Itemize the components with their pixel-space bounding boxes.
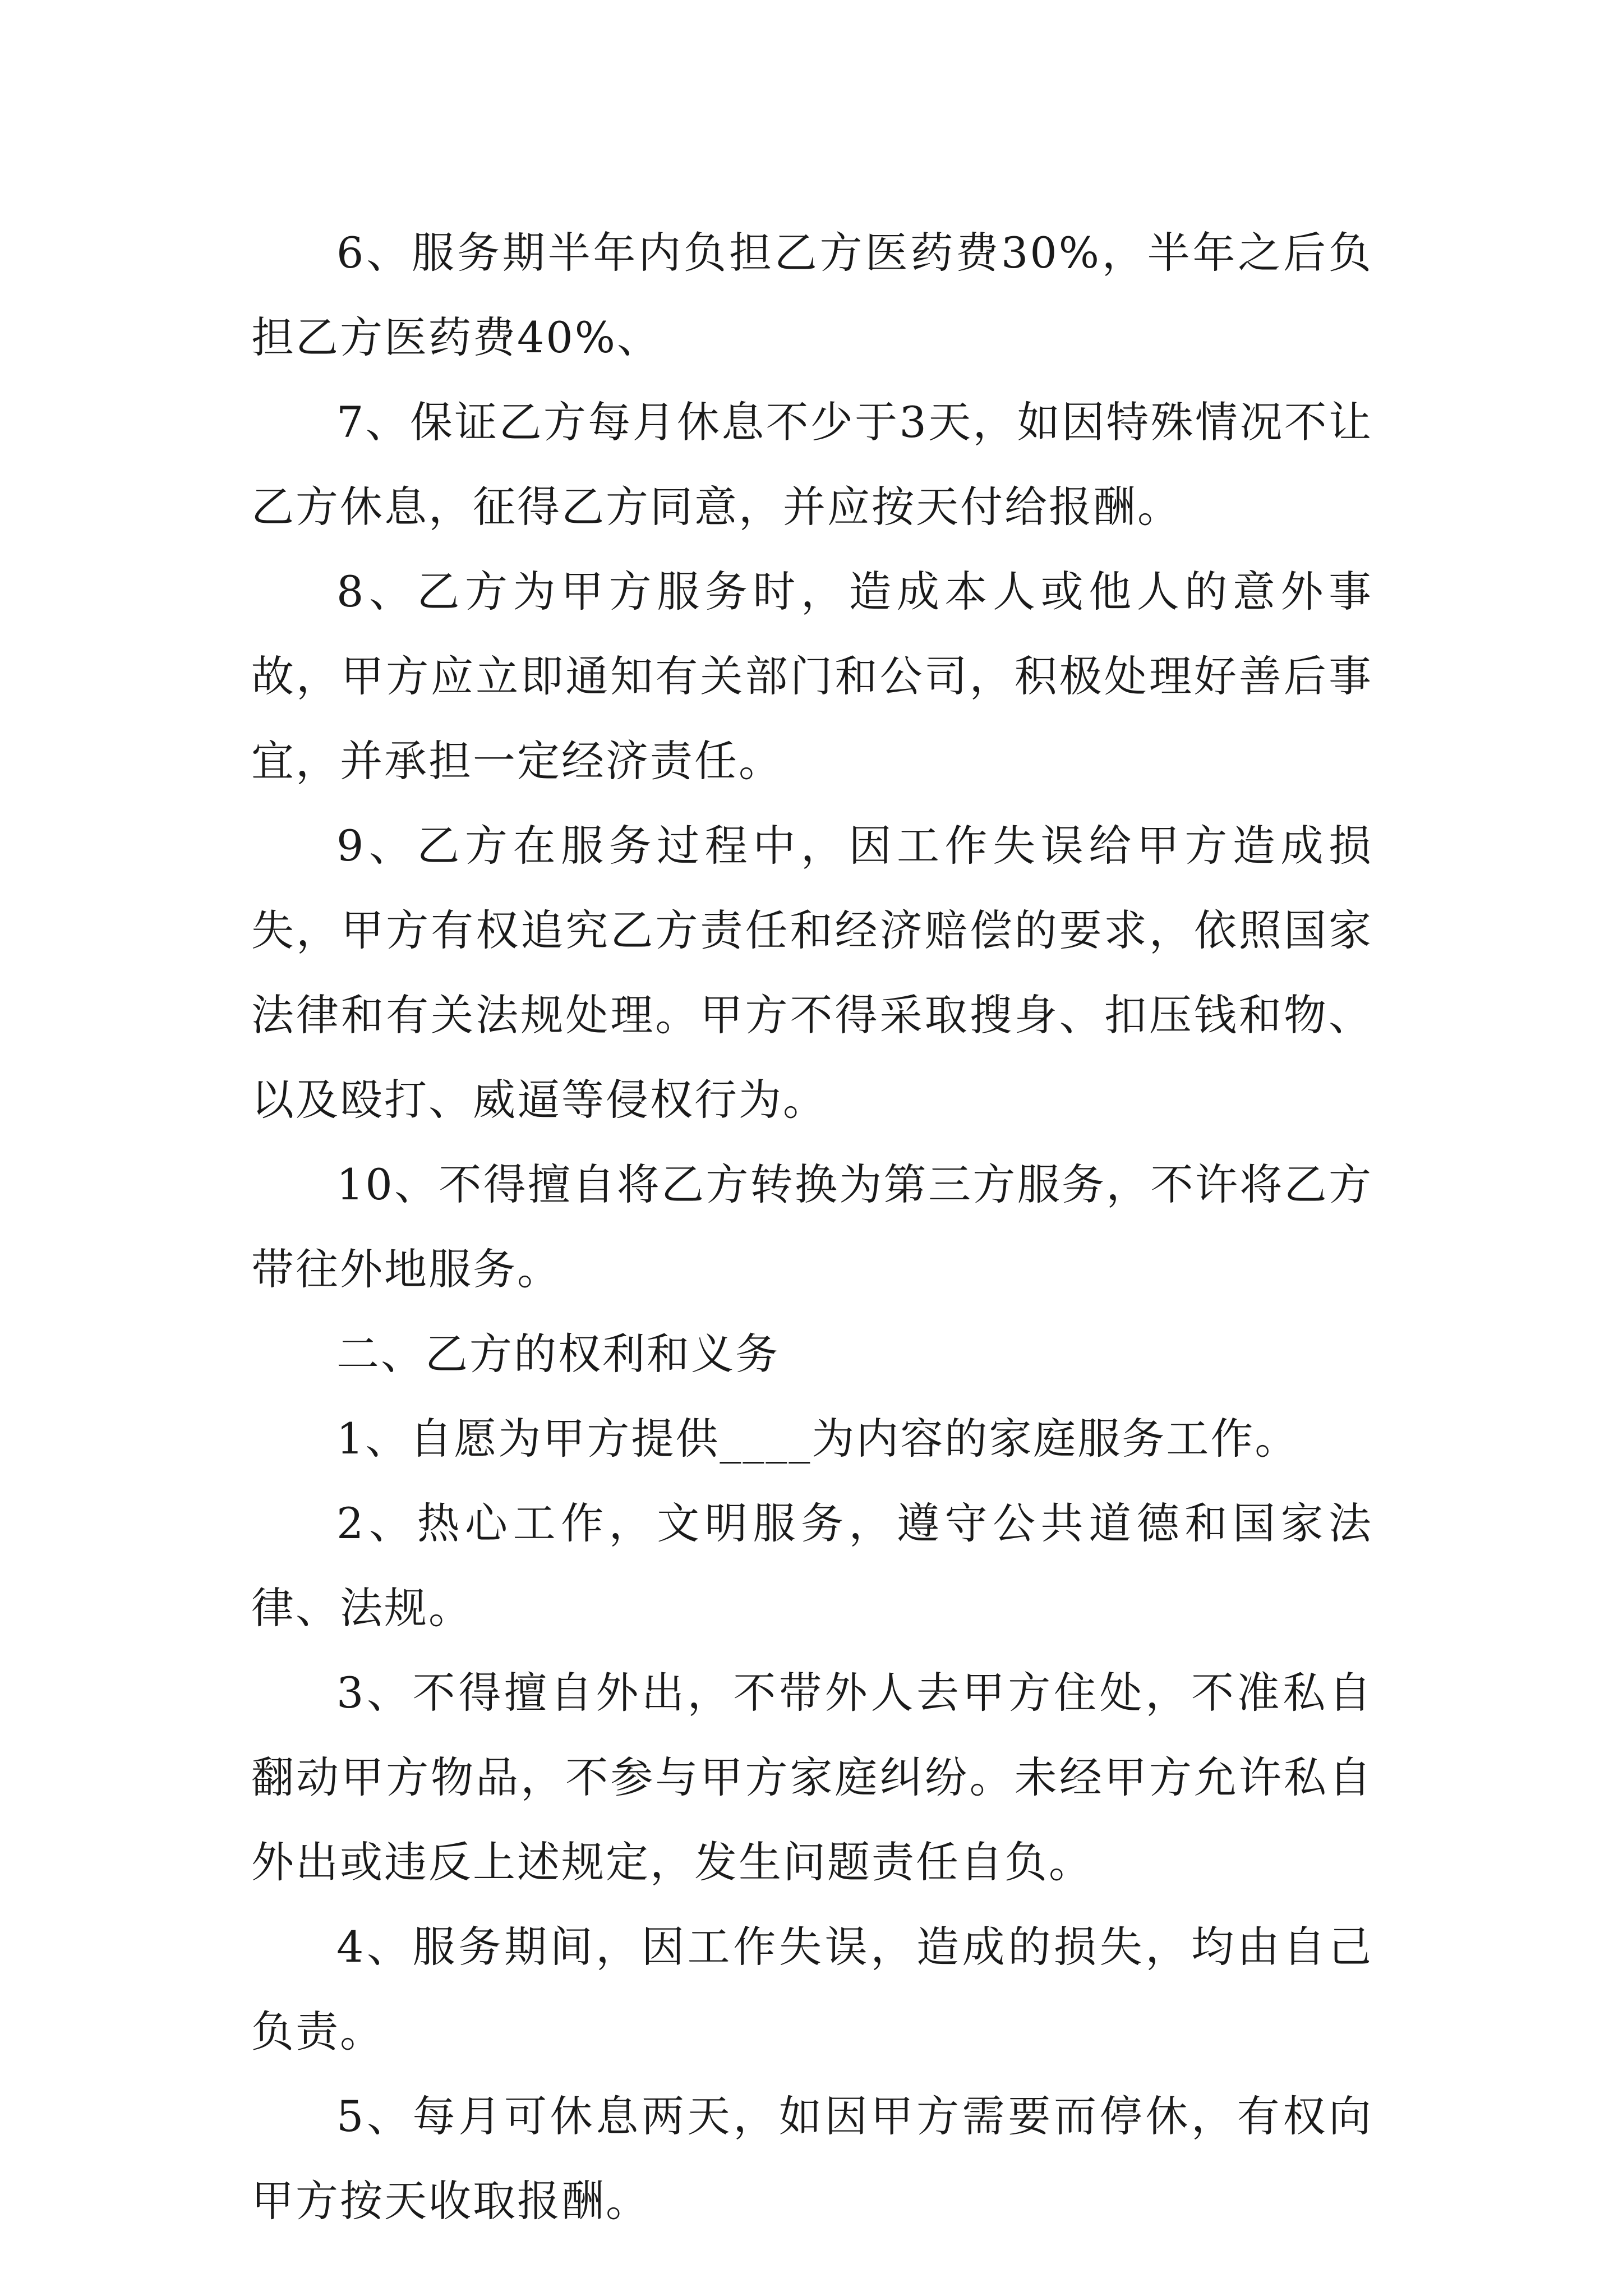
paragraph-item-5: 5、每月可休息两天，如因甲方需要而停休，有权向甲方按天收取报酬。	[251, 2091, 1373, 2226]
paragraph-item-6: 6、服务期半年内负担乙方医药费30%，半年之后负担乙方医药费40%、	[251, 228, 1373, 362]
paragraph-item-3: 3、不得擅自外出，不带外人去甲方住处，不准私自翻动甲方物品，不参与甲方家庭纠纷。未经甲方允许私自外出或违反上述规定，发生问题责任自负。	[251, 1668, 1373, 1887]
paragraph-item-4: 4、服务期间，因工作失误，造成的损失，均由自己负责。	[251, 1922, 1373, 2056]
paragraph-item-1: 1、自愿为甲方提供____为内容的家庭服务工作。	[336, 1414, 1299, 1464]
paragraph-item-2: 2、热心工作，文明服务，遵守公共道德和国家法律、法规。	[251, 1498, 1373, 1633]
paragraph-item-8: 8、乙方为甲方服务时，造成本人或他人的意外事故，甲方应立即通知有关部门和公司，积极处理好善后事宜，并承担一定经济责任。	[251, 567, 1373, 786]
document-body	[251, 210, 1373, 2243]
paragraph-item-10: 10、不得擅自将乙方转换为第三方服务，不许将乙方带往外地服务。	[251, 1159, 1373, 1294]
section-heading: 二、乙方的权利和义务	[336, 1329, 780, 1379]
paragraph-item-7: 7、保证乙方每月休息不少于3天，如因特殊情况不让乙方休息，征得乙方同意，并应按天付给报酬。	[251, 397, 1373, 532]
paragraph-item-9: 9、乙方在服务过程中，因工作失误给甲方造成损失，甲方有权追究乙方责任和经济赔偿的要求，依照国家法律和有关法规处理。甲方不得采取搜身、扣压钱和物、以及殴打、威逼等侵权行为。	[251, 821, 1373, 1125]
